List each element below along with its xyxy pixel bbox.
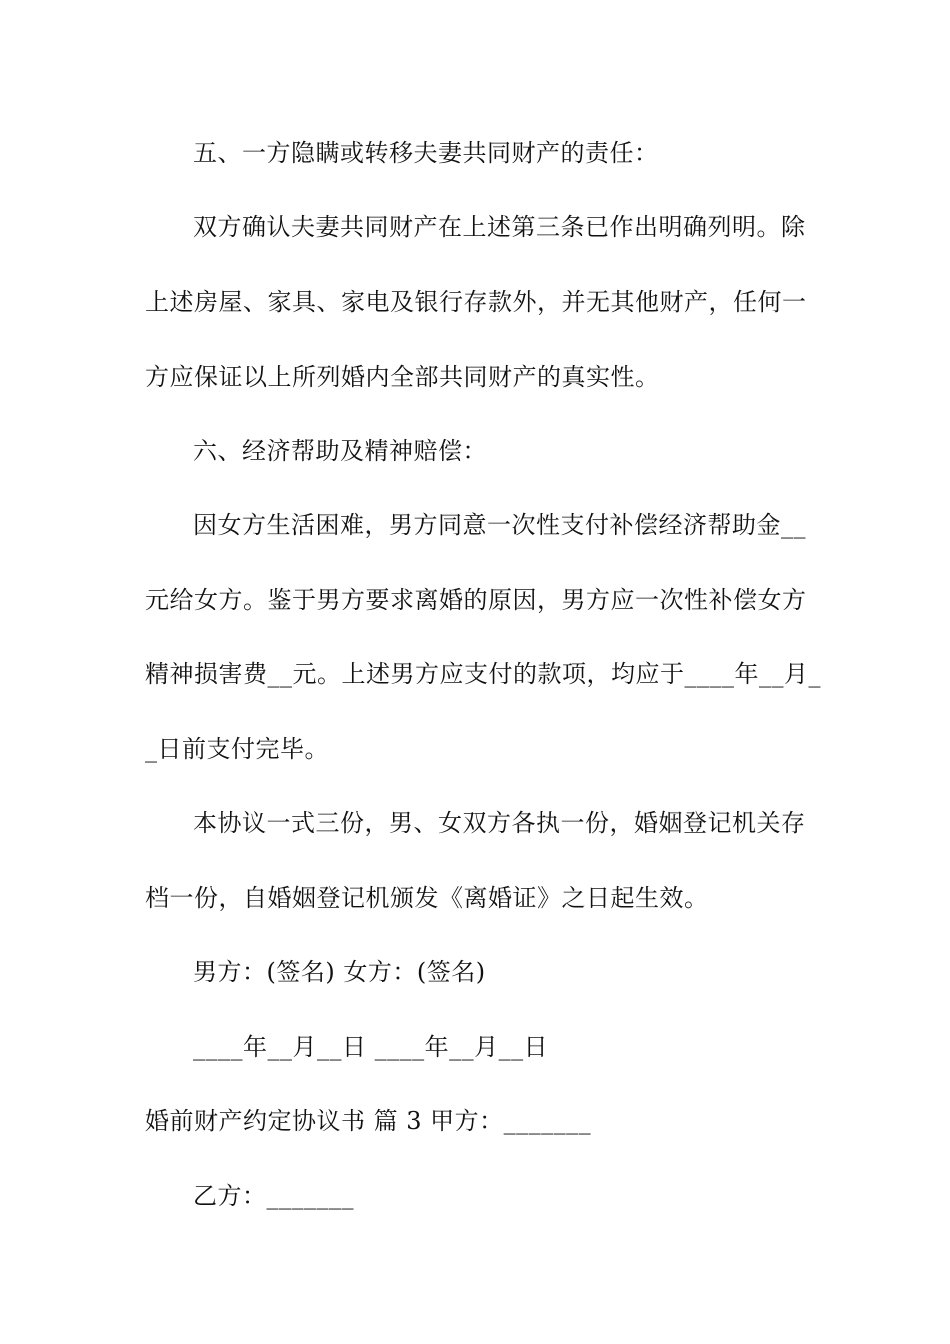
section-five-heading: 五、一方隐瞒或转移夫妻共同财产的责任： — [193, 139, 659, 167]
paragraph-line: 方应保证以上所列婚内全部共同财产的真实性。 — [145, 363, 660, 391]
paragraph-line: 档一份，自婚姻登记机颁发《离婚证》之日起生效。 — [145, 884, 709, 912]
paragraph-line: 精神损害费__元。上述男方应支付的款项，均应于____年__月_ — [145, 660, 821, 688]
paragraph-line: 元给女方。鉴于男方要求离婚的原因，男方应一次性补偿女方 — [145, 586, 807, 614]
paragraph-line: 本协议一式三份，男、女双方各执一份，婚姻登记机关存 — [193, 809, 806, 837]
section-six-heading: 六、经济帮助及精神赔偿： — [193, 437, 487, 465]
paragraph-line: 双方确认夫妻共同财产在上述第三条已作出明确列明。除 — [193, 213, 806, 241]
paragraph-line: _日前支付完毕。 — [145, 735, 329, 763]
date-line: ____年__月__日 ____年__月__日 — [193, 1033, 549, 1061]
party-b-line: 乙方：_______ — [193, 1182, 354, 1210]
paragraph-line: 因女方生活困难，男方同意一次性支付补偿经济帮助金__ — [193, 511, 806, 539]
agreement-title-line: 婚前财产约定协议书 篇 3 甲方：_______ — [145, 1107, 592, 1135]
signature-line: 男方：(签名) 女方：(签名) — [193, 958, 486, 986]
paragraph-line: 上述房屋、家具、家电及银行存款外，并无其他财产，任何一 — [145, 288, 807, 316]
